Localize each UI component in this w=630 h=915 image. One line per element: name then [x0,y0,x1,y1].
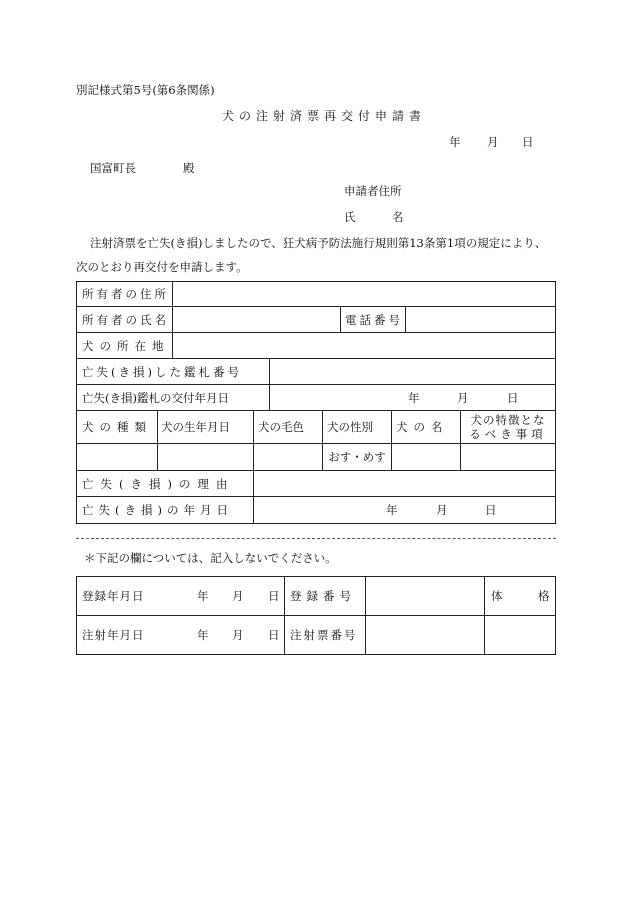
injection-date-month: 月 [232,628,244,642]
lost-date-month: 月 [436,503,448,517]
issue-date-year: 年 [408,390,420,405]
applicant-address-label: 申請者住所 [344,184,402,198]
reg-date-year: 年 [197,589,209,603]
reg-date-label: 登録年月日 [82,589,145,603]
physique-label-1: 体 [491,589,503,603]
dog-location-label: 犬の所在地 [82,338,170,353]
lost-date-label: 亡失(き損)の年月日 [82,503,233,517]
applicant-name-label-1: 氏 [344,210,356,224]
lost-date-day: 日 [485,503,497,517]
owner-address-label: 所有者の住所 [82,287,169,301]
reg-number-label: 登録番号 [290,589,356,603]
features-field[interactable] [461,444,555,470]
body-text-line2: 次のとおり再交付を申請します。 [76,260,248,274]
physique-field[interactable] [485,616,555,654]
date-year: 年 [449,135,461,149]
injection-number-field[interactable] [366,616,484,654]
breed-label: 犬の種類 [82,420,152,434]
features-label-line1: 犬の特徴とな [470,413,546,427]
issue-date-month: 月 [457,390,469,405]
owner-name-label: 所有者の氏名 [82,312,169,327]
coat-color-label: 犬の毛色 [258,420,304,434]
reason-field[interactable] [254,471,555,496]
birth-date-label: 犬の生年月日 [161,420,230,434]
applicant-name-label-2: 名 [392,210,404,224]
cut-line-divider [76,538,556,539]
reg-date-day: 日 [268,589,280,603]
injection-date-day: 日 [268,628,280,642]
form-number: 別記様式第5号(第6条関係) [76,83,215,97]
injection-date-year: 年 [197,628,209,642]
owner-name-field[interactable] [173,307,340,332]
sex-options[interactable]: おす・めす [328,450,386,464]
date-day: 日 [522,135,534,149]
injection-date-label: 注射年月日 [82,628,145,642]
dog-location-field[interactable] [173,333,555,358]
honorific: 殿 [183,161,195,175]
body-text-line1: 注射済票を亡失(き損)しましたので、狂犬病予防法施行規則第13条第1項の規定により、 [90,236,547,250]
issue-date-day: 日 [507,390,519,405]
lost-tag-number-label: 亡失(き損)した鑑札番号 [82,364,242,379]
lost-tag-number-field[interactable] [270,359,555,384]
physique-label-2: 格 [538,589,550,603]
phone-label: 電話番号 [345,312,403,327]
phone-field[interactable] [406,307,555,332]
features-label-line2: るべき事項 [469,427,547,441]
reg-number-field[interactable] [366,577,484,615]
owner-address-field[interactable] [173,282,555,306]
lost-tag-issue-date-label: 亡失(き損)鑑札の交付年月日 [82,390,229,405]
breed-field[interactable] [77,444,157,470]
dog-name-label: 犬の名 [396,420,449,434]
sex-label: 犬の性別 [327,420,373,434]
reason-label: 亡失(き損)の理由 [82,476,235,491]
date-month: 月 [487,135,499,149]
form-title: 犬の注射済票再交付申請書 [222,109,427,123]
office-use-notice: ＊下記の欄については、記入しないでください。 [84,551,337,565]
injection-number-label: 注射票番号 [290,628,358,642]
lost-date-year: 年 [386,503,398,517]
coat-color-field[interactable] [254,444,322,470]
dog-name-field[interactable] [392,444,460,470]
birth-date-field[interactable] [158,444,253,470]
reg-date-month: 月 [232,589,244,603]
addressee: 国富町長 [90,161,136,175]
features-label [461,411,555,443]
